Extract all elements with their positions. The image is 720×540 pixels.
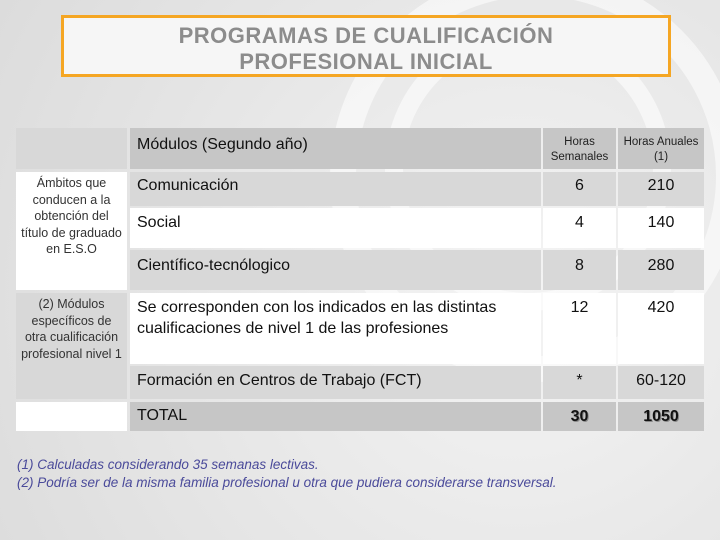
total-weekly: 30 xyxy=(543,402,616,431)
row-weekly: 8 xyxy=(543,250,616,290)
row-module: Se corresponden con los indicados en las distintas cualificaciones de nivel 1 de las profesiones xyxy=(130,293,541,364)
programs-table xyxy=(16,128,704,431)
row-annual: 420 xyxy=(618,293,704,364)
row-module: Científico-tecnólogico xyxy=(130,250,541,290)
row-weekly: 6 xyxy=(543,172,616,206)
total-annual: 1050 xyxy=(618,402,704,431)
header-weekly-hours: Horas Semanales xyxy=(543,128,616,169)
header-modules: Módulos (Segundo año) xyxy=(130,128,541,169)
row-weekly: * xyxy=(543,366,616,399)
row-annual: 60-120 xyxy=(618,366,704,399)
title-box xyxy=(61,15,671,77)
row-module: Formación en Centros de Trabajo (FCT) xyxy=(130,366,541,399)
row-weekly: 4 xyxy=(543,208,616,248)
footnote-2: (2) Podría ser de la misma familia profesional u otra que pudiera considerarse transversal. xyxy=(17,475,557,490)
footnote-1: (1) Calculadas considerando 35 semanas lectivas. xyxy=(17,457,319,472)
row-annual: 140 xyxy=(618,208,704,248)
group-label-eso: Ámbitos que conducen a la obtención del título de graduado en E.S.O xyxy=(16,172,127,290)
header-annual-hours: Horas Anuales (1) xyxy=(618,128,704,169)
header-corner-cell xyxy=(16,128,127,169)
title-line-2: PROFESIONAL INICIAL xyxy=(239,49,493,74)
row-weekly: 12 xyxy=(543,293,616,364)
row-module: Comunicación xyxy=(130,172,541,206)
group-label-specific-modules: (2) Módulos específicos de otra cualificación profesional nivel 1 xyxy=(16,293,127,399)
title-line-1: PROGRAMAS DE CUALIFICACIÓN xyxy=(178,23,554,48)
row-annual: 280 xyxy=(618,250,704,290)
total-corner-cell xyxy=(16,402,127,431)
row-annual: 210 xyxy=(618,172,704,206)
row-module: Social xyxy=(130,208,541,248)
total-label: TOTAL xyxy=(130,402,541,431)
